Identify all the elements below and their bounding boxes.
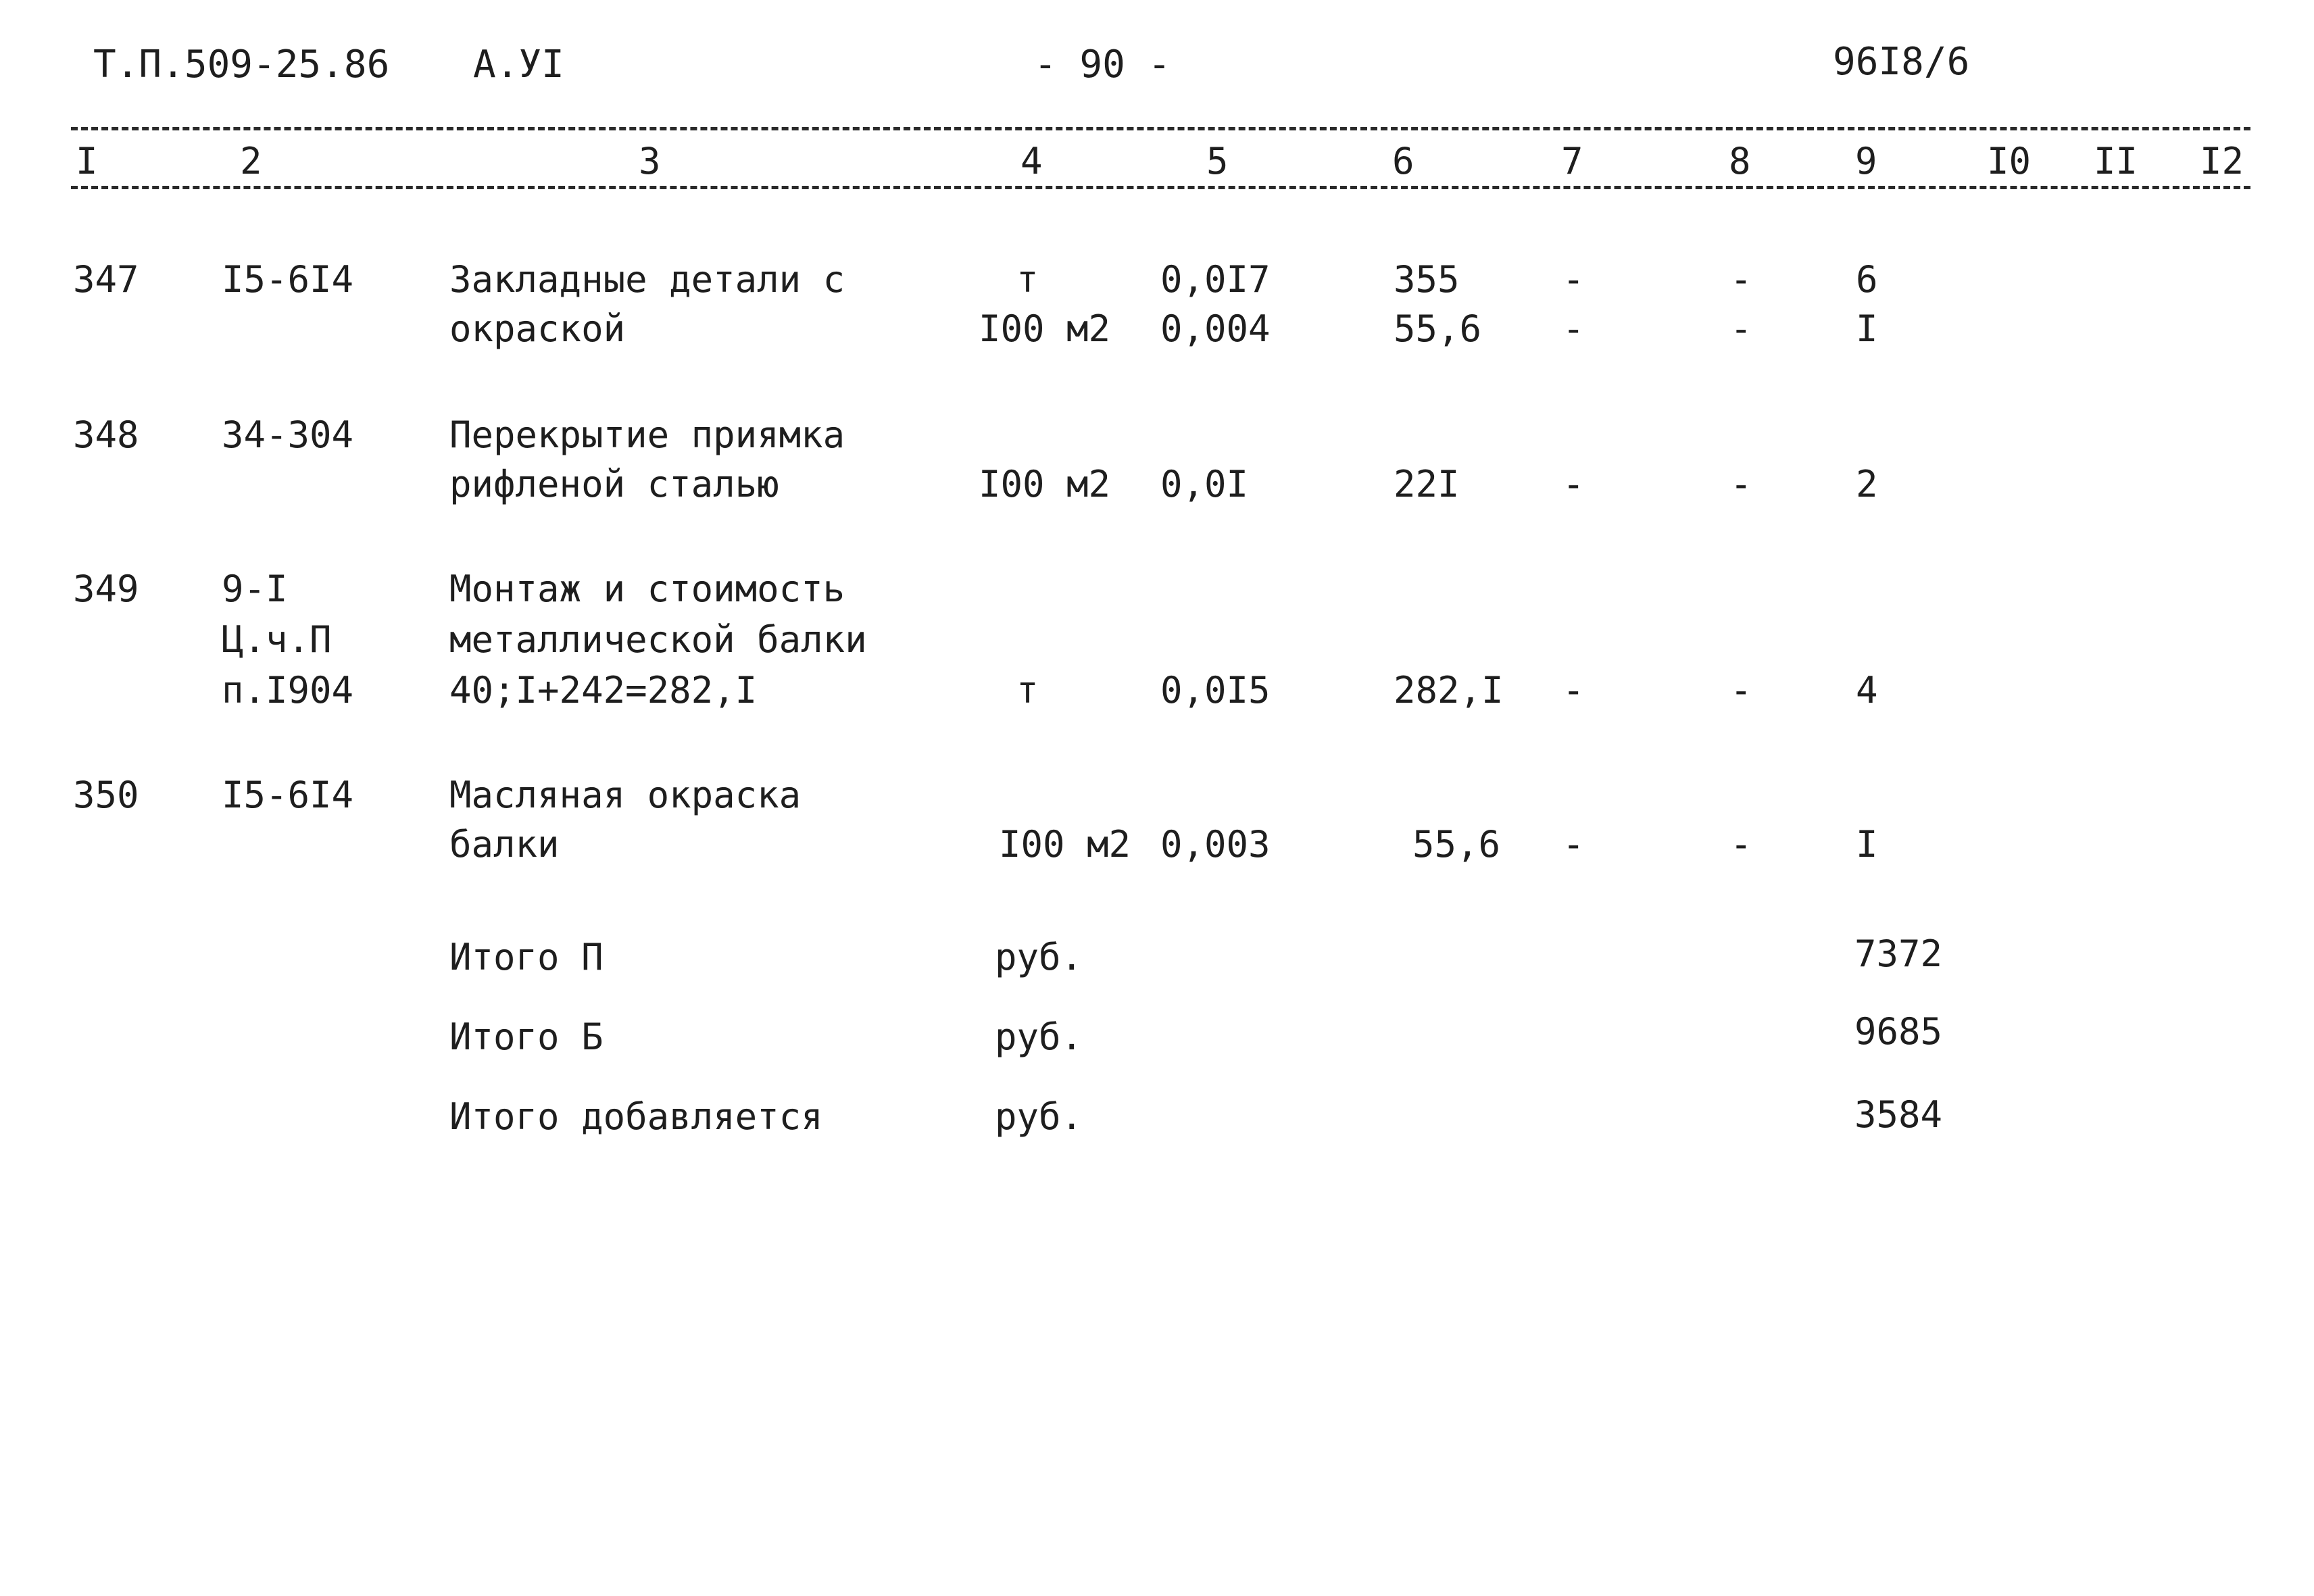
column-header-3: 3 [639, 140, 661, 182]
item-name-line: окраской [449, 307, 626, 350]
total-unit: руб. [995, 1016, 1083, 1058]
item-name-line: балки [449, 823, 560, 866]
cost-value: I [1856, 307, 1878, 350]
unit-price: 55,6 [1394, 307, 1482, 350]
column-header-8: 8 [1729, 140, 1751, 182]
unit-price: 282,I [1394, 669, 1504, 712]
item-name-line: рифленой сталью [449, 463, 779, 505]
quantity: 0,0I5 [1160, 669, 1271, 712]
cost-value: 2 [1856, 463, 1878, 505]
unit: I00 м2 [999, 823, 1131, 866]
column-header-2: 2 [240, 140, 262, 182]
cost-value: 4 [1856, 669, 1878, 712]
item-name-line: 40;I+242=282,I [449, 669, 758, 712]
dash-cell: - [1562, 463, 1585, 505]
total-label: Итого П [449, 936, 604, 978]
quantity: 0,0I7 [1160, 258, 1271, 301]
quantity: 0,004 [1160, 307, 1271, 350]
rate-code: I5-6I4 [222, 258, 354, 301]
rate-code: 9-I [222, 568, 288, 610]
total-value: 3584 [1854, 1093, 1943, 1136]
unit-price: 22I [1394, 463, 1460, 505]
row-number: 347 [73, 258, 139, 301]
unit: т [1016, 258, 1039, 301]
unit: т [1016, 669, 1039, 712]
item-name-line: металлической балки [449, 618, 867, 661]
item-name-line: Перекрытие приямка [449, 414, 845, 456]
rate-code: I5-6I4 [222, 774, 354, 816]
unit: I00 м2 [979, 463, 1111, 505]
item-name-line: Масляная окраска [449, 774, 802, 816]
total-label: Итого добавляется [449, 1095, 823, 1138]
item-name-line: Монтаж и стоимость [449, 568, 845, 610]
column-header-5: 5 [1206, 140, 1229, 182]
total-unit: руб. [995, 936, 1083, 978]
unit: I00 м2 [979, 307, 1111, 350]
column-header-7: 7 [1561, 140, 1583, 182]
row-number: 348 [73, 414, 139, 456]
dash-cell: - [1730, 669, 1752, 712]
dash-cell: - [1562, 307, 1585, 350]
dash-cell: - [1562, 258, 1585, 301]
dash-cell: - [1562, 823, 1585, 866]
dash-cell: - [1562, 669, 1585, 712]
cost-value: 6 [1856, 258, 1878, 301]
column-header-10: I0 [1987, 140, 2032, 182]
header-rule-bottom [71, 186, 2250, 189]
column-header-1: I [76, 140, 98, 182]
rate-code: п.I904 [222, 669, 354, 712]
row-number: 350 [73, 774, 139, 816]
quantity: 0,003 [1160, 823, 1271, 866]
unit-price: 55,6 [1412, 823, 1501, 866]
unit-price: 355 [1394, 258, 1460, 301]
total-value: 7372 [1854, 932, 1943, 975]
dash-cell: - [1730, 823, 1752, 866]
total-value: 9685 [1854, 1010, 1943, 1053]
cost-value: I [1856, 823, 1878, 866]
column-header-9: 9 [1855, 140, 1877, 182]
column-header-11: II [2094, 140, 2138, 182]
rate-code: 34-304 [222, 414, 354, 456]
dash-cell: - [1730, 307, 1752, 350]
dash-cell: - [1730, 463, 1752, 505]
column-header-6: 6 [1392, 140, 1414, 182]
document-code: Т.П.509-25.86 [93, 43, 390, 86]
total-unit: руб. [995, 1095, 1083, 1138]
album-number: А.УI [473, 43, 564, 86]
sheet-number: 96I8/6 [1833, 40, 1970, 84]
rate-code: Ц.ч.П [222, 618, 332, 661]
dash-cell: - [1730, 258, 1752, 301]
item-name-line: Закладные детали с [449, 258, 845, 301]
row-number: 349 [73, 568, 139, 610]
column-header-4: 4 [1020, 140, 1043, 182]
page-number: - 90 - [1034, 43, 1171, 86]
column-header-12: I2 [2200, 140, 2244, 182]
header-rule-top [71, 127, 2250, 130]
total-label: Итого Б [449, 1016, 604, 1058]
quantity: 0,0I [1160, 463, 1249, 505]
